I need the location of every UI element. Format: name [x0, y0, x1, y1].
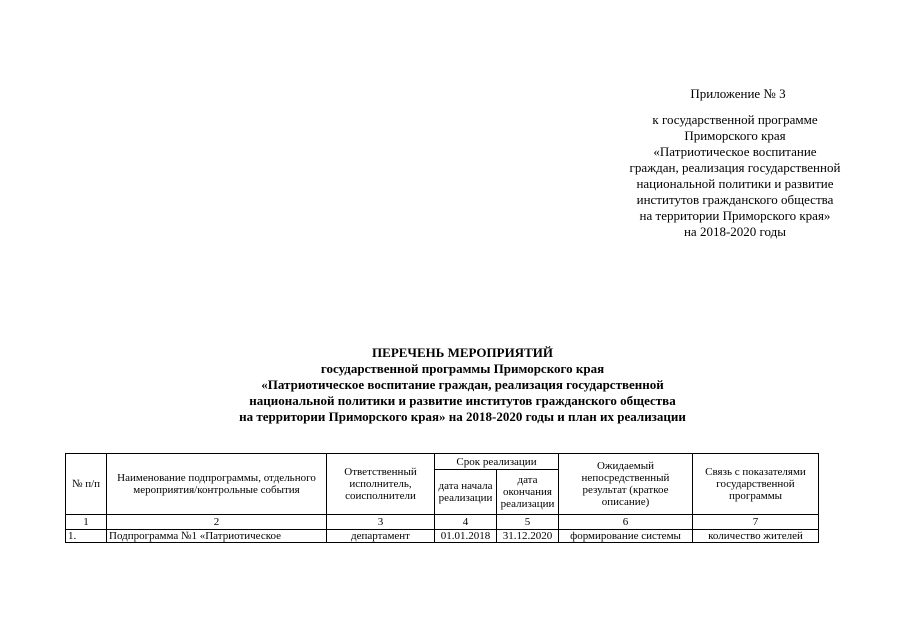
column-number: 1	[66, 515, 107, 530]
column-number-row	[66, 515, 819, 530]
heading-line: ПЕРЕЧЕНЬ МЕРОПРИЯТИЙ	[372, 345, 553, 360]
row-name: Подпрограмма №1 «Патриотическое	[107, 530, 327, 543]
table-row	[66, 530, 819, 543]
appendix-line: на территории Приморского края»	[639, 208, 831, 223]
heading-line: «Патриотическое воспитание граждан, реализация государственной	[261, 377, 664, 392]
column-number: 6	[559, 515, 693, 530]
header-start: дата начала реализации	[435, 470, 497, 515]
appendix-line: к государственной программе	[652, 112, 818, 127]
header-end: дата окончания реализации	[497, 470, 559, 515]
header-executor: Ответственный исполнитель, соисполнители	[327, 454, 435, 515]
appendix-line: Приморского края	[684, 128, 786, 143]
column-number: 7	[693, 515, 819, 530]
appendix-line: национальной политики и развитие	[636, 176, 834, 191]
appendix-line: на 2018-2020 годы	[683, 224, 787, 239]
column-number: 4	[435, 515, 497, 530]
appendix-line: институтов гражданского общества	[636, 192, 834, 207]
column-number: 2	[107, 515, 327, 530]
header-name: Наименование подпрограммы, отдельного мероприятия/контрольные события	[107, 454, 327, 515]
row-link: количество жителей	[693, 530, 819, 543]
column-number: 5	[497, 515, 559, 530]
header-period: Срок реализации	[435, 454, 559, 470]
header-link: Связь с показателями государственной программы	[693, 454, 819, 515]
column-number: 3	[327, 515, 435, 530]
heading-line: национальной политики и развитие институтов гражданского общества	[249, 393, 676, 408]
heading-line: на территории Приморского края» на 2018-2020 годы и план их реализации	[239, 409, 686, 424]
heading-line: государственной программы Приморского края	[320, 361, 605, 376]
row-end: 31.12.2020	[497, 530, 559, 543]
document-heading	[150, 345, 775, 425]
row-start: 01.01.2018	[435, 530, 497, 543]
row-executor: департамент	[327, 530, 435, 543]
appendix-block	[590, 86, 880, 240]
table-header-row	[66, 454, 819, 470]
row-num: 1.	[66, 530, 107, 543]
appendix-line: «Патриотическое воспитание	[653, 144, 817, 159]
appendix-line: граждан, реализация государственной	[629, 160, 841, 175]
activities-table	[65, 453, 819, 543]
row-result: формирование системы	[559, 530, 693, 543]
header-num: № п/п	[66, 454, 107, 515]
appendix-number: Приложение № 3	[690, 86, 786, 101]
header-result: Ожидаемый непосредственный результат (краткое описание)	[559, 454, 693, 515]
